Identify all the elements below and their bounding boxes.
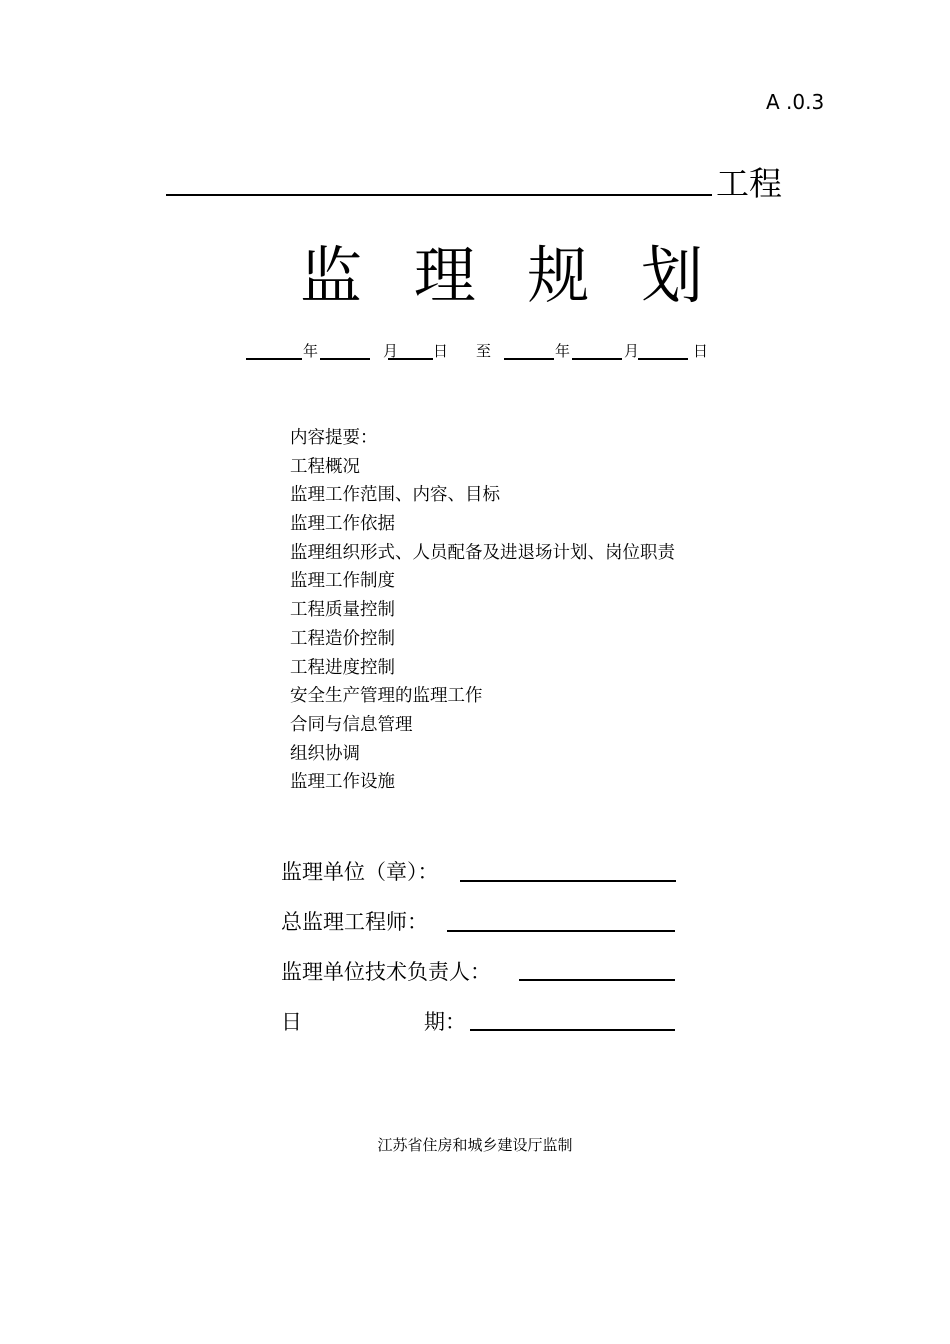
end-day-label: 日: [693, 342, 709, 360]
start-year-label: 年: [303, 342, 319, 360]
end-day-blank[interactable]: [638, 358, 688, 360]
end-year-label: 年: [555, 342, 571, 360]
contents-item: 监理工作设施: [290, 772, 395, 793]
end-month-label: 月: [624, 342, 640, 360]
contents-item: 安全生产管理的监理工作: [290, 686, 483, 707]
contents-item: 监理工作制度: [290, 571, 395, 592]
contents-item: 工程造价控制: [290, 628, 395, 649]
date-field[interactable]: [470, 1029, 675, 1031]
issuer-footer: 江苏省住房和城乡建设厅监制: [377, 1136, 573, 1154]
chief-engineer-label: 总监理工程师：: [281, 910, 428, 934]
tech-lead-label: 监理单位技术负责人：: [281, 960, 491, 984]
chief-engineer-field[interactable]: [447, 930, 675, 932]
end-year-blank[interactable]: [504, 358, 554, 360]
form-code: A .0.3: [766, 90, 825, 114]
contents-item: 组织协调: [290, 743, 360, 764]
contents-item: 工程概况: [290, 456, 360, 477]
start-month-label: 月: [383, 342, 399, 360]
date-label-right: 期：: [424, 1010, 466, 1034]
unit-label: 监理单位（章）：: [281, 860, 439, 884]
tech-lead-field[interactable]: [519, 979, 675, 981]
contents-heading: 内容提要：: [290, 428, 378, 448]
contents-item: 监理工作依据: [290, 514, 395, 535]
contents-item: 工程进度控制: [290, 657, 395, 678]
contents-item: 合同与信息管理: [290, 714, 413, 735]
start-month-blank[interactable]: [320, 358, 370, 360]
project-name-blank[interactable]: [166, 194, 712, 196]
date-label-left: 日: [281, 1010, 302, 1034]
to-label: 至: [476, 342, 492, 360]
project-suffix: 工程: [716, 164, 782, 203]
contents-item: 监理工作范围、内容、目标: [290, 485, 500, 506]
start-day-blank[interactable]: [388, 358, 433, 360]
contents-item: 监理组织形式、人员配备及进退场计划、岗位职责: [290, 542, 675, 563]
contents-item: 工程质量控制: [290, 600, 395, 621]
contents-summary: [290, 424, 675, 797]
document-title: 监 理 规 划: [300, 239, 720, 312]
start-year-blank[interactable]: [246, 358, 302, 360]
date-range-row: [0, 340, 950, 364]
start-day-label: 日: [433, 342, 449, 360]
end-month-blank[interactable]: [572, 358, 622, 360]
unit-field[interactable]: [460, 880, 676, 882]
